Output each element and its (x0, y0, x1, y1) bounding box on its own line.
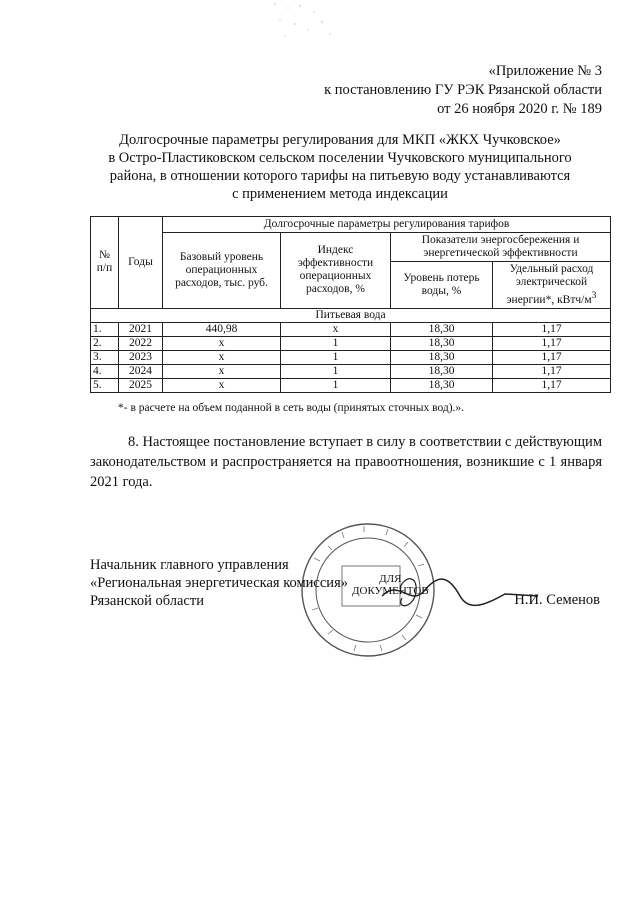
cell-loss: 18,30 (391, 364, 493, 378)
cell-year: 2024 (119, 364, 163, 378)
cell-loss: 18,30 (391, 336, 493, 350)
appendix-date: от 26 ноября 2020 г. № 189 (437, 101, 602, 117)
section-row: Питьевая вода (91, 308, 611, 322)
header-specific-text: Удельный расход электрической энергии*, кВтч/м (506, 263, 594, 306)
paragraph-8: 8. Настоящее постановление вступает в силу в соответствии с действующим законодательством и распространяется на правоотношения, возникшие с 1 января 2021 года. (90, 434, 602, 490)
table-row (91, 322, 611, 336)
header-params-group: Долгосрочные параметры регулирования тарифов (163, 217, 611, 233)
title-line: Долгосрочные параметры регулирования для МКП «ЖКХ Чучковское» (119, 132, 561, 148)
signer-name: Н.И. Семенов (514, 592, 600, 608)
cell-index: 1 (281, 378, 391, 392)
cell-spec: 1,17 (493, 350, 611, 364)
cell-base: x (163, 350, 281, 364)
header-energy-group: Показатели энергосбережения и энергетической эффективности (391, 233, 611, 262)
signer-position-line: «Региональная энергетическая комиссия» (90, 575, 348, 591)
cell-year: 2025 (119, 378, 163, 392)
cell-num: 2. (91, 336, 119, 350)
scan-noise (270, 0, 340, 40)
header-efficiency-index: Индекс эффективности операционных расходов, % (281, 233, 391, 309)
table-row (91, 364, 611, 378)
signature-block (90, 556, 348, 610)
title-line: района, в отношении которого тарифы на питьевую воду устанавливаются (109, 168, 571, 184)
cell-num: 5. (91, 378, 119, 392)
appendix-header (324, 62, 602, 119)
table-row (91, 350, 611, 364)
cell-index: 1 (281, 336, 391, 350)
cell-spec: 1,17 (493, 378, 611, 392)
cell-year: 2023 (119, 350, 163, 364)
table-row (91, 336, 611, 350)
signer-position-line: Рязанской области (90, 593, 204, 609)
cell-loss: 18,30 (391, 322, 493, 336)
header-specific-consumption (493, 262, 611, 309)
stamp-line: ДЛЯ (379, 573, 402, 585)
cell-spec: 1,17 (493, 322, 611, 336)
header-specific-sup: 3 (591, 290, 597, 301)
cell-loss: 18,30 (391, 350, 493, 364)
title-line: в Остро-Пластиковском сельском поселении Чучковского муниципального (108, 150, 572, 166)
cell-index: 1 (281, 364, 391, 378)
cell-year: 2022 (119, 336, 163, 350)
header-water-loss: Уровень потерь воды, % (391, 262, 493, 309)
appendix-title: «Приложение № 3 (488, 63, 602, 79)
appendix-decree: к постановлению ГУ РЭК Рязанской области (324, 82, 602, 98)
stamp-line: ДОКУМЕНТОВ (352, 585, 429, 597)
signer-position-line: Начальник главного управления (90, 557, 289, 573)
cell-year: 2021 (119, 322, 163, 336)
cell-base: x (163, 336, 281, 350)
cell-base: x (163, 364, 281, 378)
cell-num: 4. (91, 364, 119, 378)
cell-num: 1. (91, 322, 119, 336)
table-footnote: *- в расчете на объем поданной в сеть воды (принятых сточных вод).». (118, 402, 465, 414)
title-line: с применением метода индексации (232, 186, 448, 202)
cell-index: 1 (281, 350, 391, 364)
cell-base: x (163, 378, 281, 392)
cell-spec: 1,17 (493, 364, 611, 378)
cell-index: x (281, 322, 391, 336)
cell-num: 3. (91, 350, 119, 364)
cell-loss: 18,30 (391, 378, 493, 392)
parameters-table (90, 216, 611, 393)
cell-spec: 1,17 (493, 336, 611, 350)
header-base-level: Базовый уровень операционных расходов, тыс. руб. (163, 233, 281, 309)
table-row (91, 378, 611, 392)
cell-base: 440,98 (163, 322, 281, 336)
header-years: Годы (119, 217, 163, 309)
header-num: № п/п (91, 217, 119, 309)
document-title (90, 131, 590, 203)
